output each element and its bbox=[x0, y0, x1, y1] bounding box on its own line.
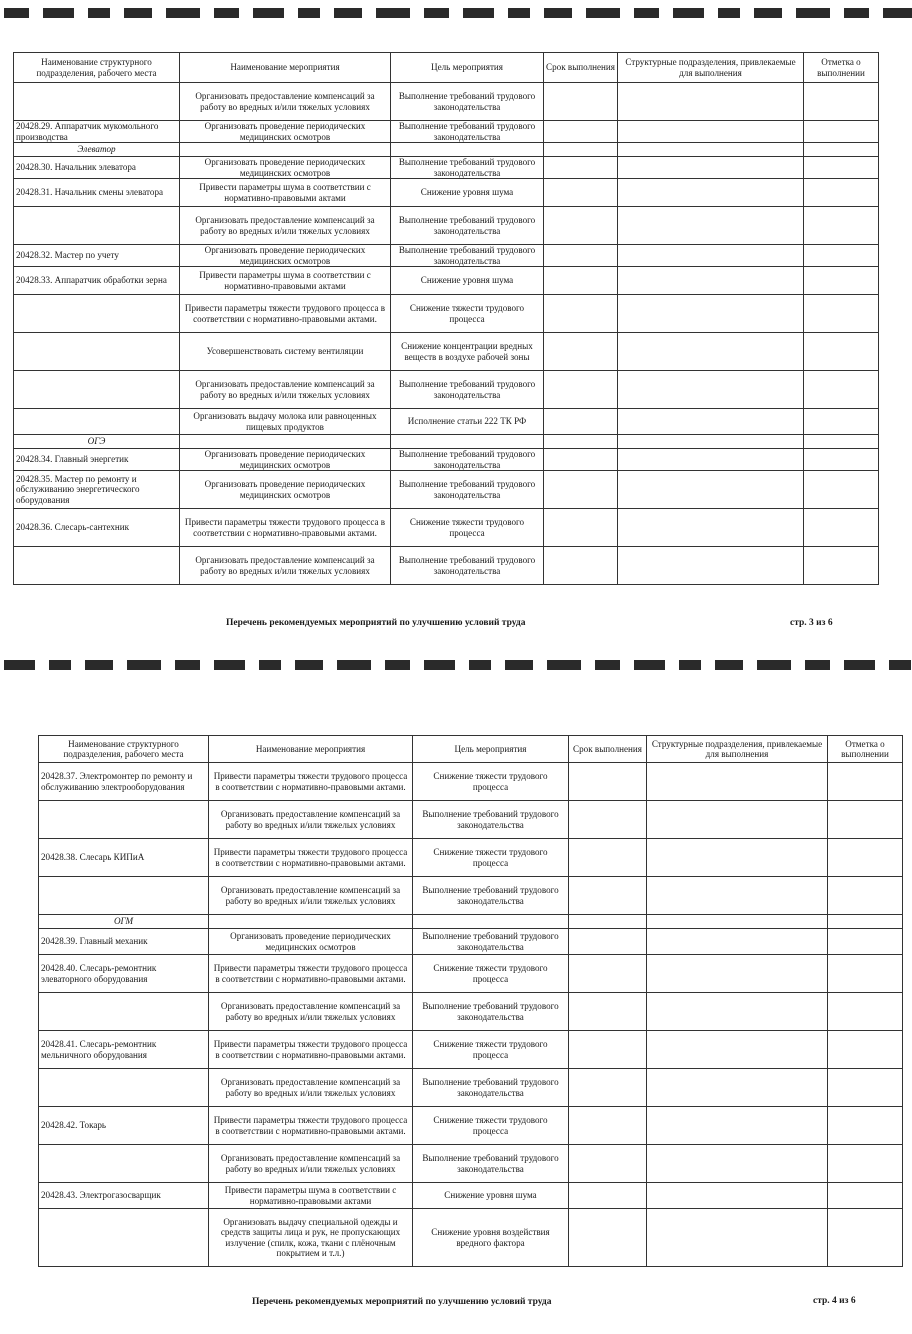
unit-cell: 20428.41. Слесарь-ремонтник мельничного оборудования bbox=[39, 1031, 209, 1069]
deadline-cell bbox=[569, 1183, 647, 1209]
edge-mark bbox=[376, 8, 410, 18]
goal-cell: Выполнение требований трудового законодательства bbox=[391, 245, 544, 267]
page-4-sheet bbox=[38, 735, 902, 1267]
deadline-cell bbox=[544, 333, 618, 371]
deadline-cell bbox=[544, 179, 618, 207]
goal-cell: Выполнение требований трудового законодательства bbox=[391, 207, 544, 245]
unit-cell bbox=[39, 1069, 209, 1107]
edge-mark bbox=[634, 8, 659, 18]
empty-cell bbox=[391, 435, 544, 449]
edge-mark bbox=[334, 8, 362, 18]
edge-mark bbox=[673, 8, 704, 18]
departments-cell bbox=[618, 509, 804, 547]
mark-cell bbox=[804, 449, 879, 471]
measure-cell: Организовать предоставление компенсаций за работу во вредных и/или тяжелых условиях bbox=[209, 801, 413, 839]
page-3-sheet bbox=[13, 52, 878, 585]
goal-cell: Выполнение требований трудового законодательства bbox=[391, 471, 544, 509]
departments-cell bbox=[618, 547, 804, 585]
unit-cell bbox=[14, 295, 180, 333]
goal-cell: Снижение уровня шума bbox=[391, 267, 544, 295]
edge-mark bbox=[679, 660, 701, 670]
footer-title-page-4: Перечень рекомендуемых мероприятий по улучшению условий труда bbox=[252, 1297, 552, 1307]
goal-cell: Снижение тяжести трудового процесса bbox=[413, 1031, 569, 1069]
deadline-cell bbox=[544, 121, 618, 143]
section-row bbox=[14, 435, 879, 449]
unit-cell bbox=[14, 333, 180, 371]
edge-mark bbox=[508, 8, 530, 18]
measure-cell: Привести параметры шума в соответствии с нормативно-правовыми актами bbox=[180, 179, 391, 207]
mark-cell bbox=[828, 801, 903, 839]
table-row bbox=[14, 471, 879, 509]
table-row bbox=[14, 509, 879, 547]
goal-cell: Снижение тяжести трудового процесса bbox=[413, 763, 569, 801]
goal-cell: Выполнение требований трудового законодательства bbox=[413, 929, 569, 955]
measure-cell: Привести параметры тяжести трудового процесса в соответствии с нормативно-правовыми актами. bbox=[209, 763, 413, 801]
edge-mark bbox=[85, 660, 113, 670]
deadline-cell bbox=[544, 371, 618, 409]
measure-cell: Усовершенствовать систему вентиляции bbox=[180, 333, 391, 371]
unit-cell bbox=[39, 1145, 209, 1183]
departments-cell bbox=[647, 877, 828, 915]
unit-cell bbox=[14, 409, 180, 435]
mark-cell bbox=[828, 1107, 903, 1145]
empty-cell bbox=[544, 435, 618, 449]
header-measure: Наименование мероприятия bbox=[180, 53, 391, 83]
measure-cell: Организовать предоставление компенсаций за работу во вредных и/или тяжелых условиях bbox=[209, 1069, 413, 1107]
measure-cell: Организовать проведение периодических медицинских осмотров bbox=[180, 245, 391, 267]
measures-table-page-4 bbox=[38, 735, 903, 1267]
mark-cell bbox=[804, 121, 879, 143]
mark-cell bbox=[828, 1145, 903, 1183]
unit-cell bbox=[39, 801, 209, 839]
section-title: Элеватор bbox=[14, 143, 180, 157]
deadline-cell bbox=[569, 1031, 647, 1069]
edge-mark bbox=[796, 8, 830, 18]
unit-cell bbox=[39, 993, 209, 1031]
goal-cell: Выполнение требований трудового законодательства bbox=[413, 1069, 569, 1107]
deadline-cell bbox=[544, 409, 618, 435]
measure-cell: Организовать предоставление компенсаций за работу во вредных и/или тяжелых условиях bbox=[180, 371, 391, 409]
section-row bbox=[14, 143, 879, 157]
deadline-cell bbox=[544, 157, 618, 179]
section-title: ОГМ bbox=[39, 915, 209, 929]
edge-mark bbox=[175, 660, 200, 670]
table-row bbox=[39, 1145, 903, 1183]
departments-cell bbox=[647, 763, 828, 801]
departments-cell bbox=[647, 1031, 828, 1069]
mark-cell bbox=[804, 509, 879, 547]
mark-cell bbox=[828, 839, 903, 877]
goal-cell: Снижение тяжести трудового процесса bbox=[413, 955, 569, 993]
departments-cell bbox=[647, 1069, 828, 1107]
unit-cell: 20428.40. Слесарь-ремонтник элеваторного оборудования bbox=[39, 955, 209, 993]
measure-cell: Организовать проведение периодических медицинских осмотров bbox=[180, 449, 391, 471]
measure-cell: Организовать предоставление компенсаций за работу во вредных и/или тяжелых условиях bbox=[180, 547, 391, 585]
unit-cell bbox=[39, 1209, 209, 1267]
edge-mark bbox=[385, 660, 410, 670]
measure-cell: Привести параметры тяжести трудового процесса в соответствии с нормативно-правовыми актами. bbox=[180, 295, 391, 333]
header-mark: Отметка о выполнении bbox=[828, 736, 903, 763]
measure-cell: Организовать проведение периодических медицинских осмотров bbox=[180, 157, 391, 179]
header-measure: Наименование мероприятия bbox=[209, 736, 413, 763]
goal-cell: Выполнение требований трудового законодательства bbox=[413, 801, 569, 839]
goal-cell: Снижение уровня шума bbox=[413, 1183, 569, 1209]
departments-cell bbox=[647, 1107, 828, 1145]
departments-cell bbox=[647, 1183, 828, 1209]
table-row bbox=[14, 83, 879, 121]
measure-cell: Организовать предоставление компенсаций за работу во вредных и/или тяжелых условиях bbox=[209, 877, 413, 915]
departments-cell bbox=[647, 993, 828, 1031]
goal-cell: Снижение тяжести трудового процесса bbox=[413, 839, 569, 877]
table-row bbox=[39, 955, 903, 993]
header-goal: Цель мероприятия bbox=[391, 53, 544, 83]
edge-mark bbox=[754, 8, 782, 18]
table-body-page-4 bbox=[39, 763, 903, 1267]
edge-mark bbox=[469, 660, 491, 670]
mark-cell bbox=[804, 83, 879, 121]
mark-cell bbox=[828, 1183, 903, 1209]
deadline-cell bbox=[569, 801, 647, 839]
mark-cell bbox=[804, 295, 879, 333]
unit-cell: 20428.29. Аппаратчик мукомольного производства bbox=[14, 121, 180, 143]
unit-cell: 20428.38. Слесарь КИПиА bbox=[39, 839, 209, 877]
mark-cell bbox=[828, 1069, 903, 1107]
departments-cell bbox=[618, 409, 804, 435]
departments-cell bbox=[618, 371, 804, 409]
edge-mark bbox=[88, 8, 110, 18]
edge-mark bbox=[298, 8, 320, 18]
deadline-cell bbox=[569, 877, 647, 915]
unit-cell: 20428.33. Аппаратчик обработки зерна bbox=[14, 267, 180, 295]
edge-mark bbox=[124, 8, 152, 18]
deadline-cell bbox=[544, 509, 618, 547]
goal-cell: Выполнение требований трудового законодательства bbox=[391, 157, 544, 179]
mark-cell bbox=[828, 1031, 903, 1069]
deadline-cell bbox=[569, 839, 647, 877]
empty-cell bbox=[209, 915, 413, 929]
departments-cell bbox=[647, 839, 828, 877]
empty-cell bbox=[804, 435, 879, 449]
goal-cell: Снижение концентрации вредных веществ в воздухе рабочей зоны bbox=[391, 333, 544, 371]
empty-cell bbox=[391, 143, 544, 157]
header-departments: Структурные подразделения, привлекаемые для выполнения bbox=[647, 736, 828, 763]
deadline-cell bbox=[544, 547, 618, 585]
departments-cell bbox=[618, 471, 804, 509]
edge-mark bbox=[424, 660, 455, 670]
table-row bbox=[39, 763, 903, 801]
departments-cell bbox=[618, 245, 804, 267]
edge-mark bbox=[295, 660, 323, 670]
deadline-cell bbox=[544, 267, 618, 295]
table-row bbox=[39, 877, 903, 915]
table-row bbox=[14, 121, 879, 143]
deadline-cell bbox=[544, 295, 618, 333]
table-row bbox=[14, 295, 879, 333]
footer-title-page-3: Перечень рекомендуемых мероприятий по улучшению условий труда bbox=[226, 618, 526, 628]
table-row bbox=[39, 1183, 903, 1209]
unit-cell: 20428.43. Электрогазосварщик bbox=[39, 1183, 209, 1209]
edge-mark bbox=[214, 660, 245, 670]
header-unit: Наименование структурного подразделения, рабочего места bbox=[39, 736, 209, 763]
edge-mark bbox=[259, 660, 281, 670]
unit-cell: 20428.34. Главный энергетик bbox=[14, 449, 180, 471]
measure-cell: Привести параметры тяжести трудового процесса в соответствии с нормативно-правовыми актами. bbox=[180, 509, 391, 547]
measure-cell: Организовать предоставление компенсаций за работу во вредных и/или тяжелых условиях bbox=[209, 993, 413, 1031]
measure-cell: Организовать предоставление компенсаций за работу во вредных и/или тяжелых условиях bbox=[209, 1145, 413, 1183]
edge-mark bbox=[844, 8, 869, 18]
measure-cell: Организовать предоставление компенсаций за работу во вредных и/или тяжелых условиях bbox=[180, 83, 391, 121]
deadline-cell bbox=[569, 929, 647, 955]
unit-cell bbox=[14, 83, 180, 121]
deadline-cell bbox=[569, 1145, 647, 1183]
measure-cell: Организовать проведение периодических медицинских осмотров bbox=[180, 121, 391, 143]
page-number-page-4: стр. 4 из 6 bbox=[813, 1296, 856, 1306]
table-row bbox=[39, 1209, 903, 1267]
unit-cell: 20428.42. Токарь bbox=[39, 1107, 209, 1145]
edge-mark bbox=[4, 8, 29, 18]
section-row bbox=[39, 915, 903, 929]
departments-cell bbox=[618, 179, 804, 207]
unit-cell bbox=[39, 877, 209, 915]
goal-cell: Снижение уровня шума bbox=[391, 179, 544, 207]
measure-cell: Привести параметры тяжести трудового процесса в соответствии с нормативно-правовыми актами. bbox=[209, 955, 413, 993]
goal-cell: Выполнение требований трудового законодательства bbox=[413, 1145, 569, 1183]
unit-cell: 20428.32. Мастер по учету bbox=[14, 245, 180, 267]
header-mark: Отметка о выполнении bbox=[804, 53, 879, 83]
departments-cell bbox=[647, 929, 828, 955]
measure-cell: Организовать выдачу специальной одежды и средств защиты лица и рук, не пропускающих излучение (спилк, кожа, ткани с плёночным покрытием и т.л.) bbox=[209, 1209, 413, 1267]
edge-mark bbox=[595, 660, 620, 670]
header-unit: Наименование структурного подразделения, рабочего места bbox=[14, 53, 180, 83]
mark-cell bbox=[804, 245, 879, 267]
measure-cell: Привести параметры шума в соответствии с нормативно-правовыми актами bbox=[209, 1183, 413, 1209]
departments-cell bbox=[618, 121, 804, 143]
table-row bbox=[39, 1107, 903, 1145]
edge-mark bbox=[166, 8, 200, 18]
deadline-cell bbox=[569, 955, 647, 993]
deadline-cell bbox=[544, 245, 618, 267]
measure-cell: Привести параметры тяжести трудового процесса в соответствии с нормативно-правовыми актами. bbox=[209, 1031, 413, 1069]
table-row bbox=[39, 1069, 903, 1107]
table-row bbox=[14, 333, 879, 371]
edge-mark bbox=[718, 8, 740, 18]
departments-cell bbox=[647, 955, 828, 993]
departments-cell bbox=[647, 1145, 828, 1183]
deadline-cell bbox=[569, 1069, 647, 1107]
mark-cell bbox=[804, 267, 879, 295]
edge-mark bbox=[634, 660, 665, 670]
measure-cell: Привести параметры тяжести трудового процесса в соответствии с нормативно-правовыми актами. bbox=[209, 1107, 413, 1145]
edge-mark bbox=[43, 8, 74, 18]
departments-cell bbox=[647, 1209, 828, 1267]
edge-mark bbox=[253, 8, 284, 18]
empty-cell bbox=[544, 143, 618, 157]
mark-cell bbox=[804, 207, 879, 245]
mark-cell bbox=[828, 993, 903, 1031]
edge-mark bbox=[757, 660, 791, 670]
goal-cell: Выполнение требований трудового законодательства bbox=[413, 993, 569, 1031]
header-departments: Структурные подразделения, привлекаемые для выполнения bbox=[618, 53, 804, 83]
measures-table-page-3 bbox=[13, 52, 879, 585]
edge-mark bbox=[4, 660, 35, 670]
empty-cell bbox=[828, 915, 903, 929]
deadline-cell bbox=[569, 1209, 647, 1267]
mark-cell bbox=[828, 877, 903, 915]
edge-mark bbox=[424, 8, 449, 18]
goal-cell: Выполнение требований трудового законодательства bbox=[391, 547, 544, 585]
edge-mark bbox=[505, 660, 533, 670]
mark-cell bbox=[804, 547, 879, 585]
edge-mark bbox=[715, 660, 743, 670]
table-row bbox=[14, 207, 879, 245]
goal-cell: Выполнение требований трудового законодательства bbox=[391, 371, 544, 409]
table-row bbox=[14, 179, 879, 207]
unit-cell bbox=[14, 547, 180, 585]
unit-cell bbox=[14, 207, 180, 245]
empty-cell bbox=[618, 143, 804, 157]
unit-cell: 20428.37. Электромонтер по ремонту и обслуживанию электрооборудования bbox=[39, 763, 209, 801]
edge-mark bbox=[805, 660, 830, 670]
empty-cell bbox=[569, 915, 647, 929]
goal-cell: Снижение тяжести трудового процесса bbox=[413, 1107, 569, 1145]
edge-mark bbox=[883, 8, 912, 18]
goal-cell: Выполнение требований трудового законодательства bbox=[413, 877, 569, 915]
mark-cell bbox=[828, 929, 903, 955]
table-row bbox=[14, 409, 879, 435]
departments-cell bbox=[618, 157, 804, 179]
edge-mark bbox=[49, 660, 71, 670]
goal-cell: Снижение тяжести трудового процесса bbox=[391, 295, 544, 333]
header-deadline: Срок выполнения bbox=[569, 736, 647, 763]
mark-cell bbox=[828, 763, 903, 801]
table-header-row bbox=[14, 53, 879, 83]
unit-cell: 20428.35. Мастер по ремонту и обслуживанию энергетического оборудования bbox=[14, 471, 180, 509]
measure-cell: Привести параметры тяжести трудового процесса в соответствии с нормативно-правовыми актами. bbox=[209, 839, 413, 877]
mark-cell bbox=[804, 333, 879, 371]
edge-mark bbox=[889, 660, 911, 670]
departments-cell bbox=[618, 449, 804, 471]
header-deadline: Срок выполнения bbox=[544, 53, 618, 83]
mark-cell bbox=[804, 409, 879, 435]
unit-cell: 20428.30. Начальник элеватора bbox=[14, 157, 180, 179]
edge-mark bbox=[547, 660, 581, 670]
goal-cell: Выполнение требований трудового законодательства bbox=[391, 121, 544, 143]
empty-cell bbox=[180, 143, 391, 157]
measure-cell: Организовать предоставление компенсаций за работу во вредных и/или тяжелых условиях bbox=[180, 207, 391, 245]
unit-cell: 20428.39. Главный механик bbox=[39, 929, 209, 955]
measure-cell: Организовать выдачу молока или равноценных пищевых продуктов bbox=[180, 409, 391, 435]
page-number-page-3: стр. 3 из 6 bbox=[790, 618, 833, 628]
scan-edge-marks-top bbox=[0, 8, 912, 22]
empty-cell bbox=[647, 915, 828, 929]
table-row bbox=[39, 801, 903, 839]
deadline-cell bbox=[544, 83, 618, 121]
table-header-row bbox=[39, 736, 903, 763]
mark-cell bbox=[804, 179, 879, 207]
table-row bbox=[14, 245, 879, 267]
measure-cell: Привести параметры шума в соответствии с нормативно-правовыми актами bbox=[180, 267, 391, 295]
goal-cell: Снижение тяжести трудового процесса bbox=[391, 509, 544, 547]
edge-mark bbox=[844, 660, 875, 670]
empty-cell bbox=[413, 915, 569, 929]
table-row bbox=[14, 371, 879, 409]
scan-edge-marks-middle bbox=[0, 660, 912, 674]
edge-mark bbox=[463, 8, 494, 18]
mark-cell bbox=[828, 1209, 903, 1267]
departments-cell bbox=[618, 333, 804, 371]
deadline-cell bbox=[544, 449, 618, 471]
goal-cell: Выполнение требований трудового законодательства bbox=[391, 83, 544, 121]
header-goal: Цель мероприятия bbox=[413, 736, 569, 763]
goal-cell: Выполнение требований трудового законодательства bbox=[391, 449, 544, 471]
mark-cell bbox=[804, 371, 879, 409]
unit-cell: 20428.36. Слесарь-сантехник bbox=[14, 509, 180, 547]
deadline-cell bbox=[544, 471, 618, 509]
departments-cell bbox=[647, 801, 828, 839]
table-row bbox=[39, 1031, 903, 1069]
edge-mark bbox=[544, 8, 572, 18]
edge-mark bbox=[214, 8, 239, 18]
empty-cell bbox=[180, 435, 391, 449]
deadline-cell bbox=[569, 993, 647, 1031]
table-row bbox=[14, 157, 879, 179]
empty-cell bbox=[618, 435, 804, 449]
mark-cell bbox=[828, 955, 903, 993]
table-row bbox=[14, 547, 879, 585]
measure-cell: Организовать проведение периодических медицинских осмотров bbox=[180, 471, 391, 509]
departments-cell bbox=[618, 83, 804, 121]
mark-cell bbox=[804, 471, 879, 509]
table-row bbox=[14, 449, 879, 471]
deadline-cell bbox=[569, 763, 647, 801]
table-row bbox=[39, 993, 903, 1031]
table-row bbox=[14, 267, 879, 295]
departments-cell bbox=[618, 295, 804, 333]
unit-cell bbox=[14, 371, 180, 409]
goal-cell: Снижение уровня воздействия вредного фактора bbox=[413, 1209, 569, 1267]
edge-mark bbox=[337, 660, 371, 670]
departments-cell bbox=[618, 267, 804, 295]
edge-mark bbox=[586, 8, 620, 18]
mark-cell bbox=[804, 157, 879, 179]
deadline-cell bbox=[569, 1107, 647, 1145]
table-row bbox=[39, 839, 903, 877]
table-body-page-3 bbox=[14, 83, 879, 585]
measure-cell: Организовать проведение периодических медицинских осмотров bbox=[209, 929, 413, 955]
departments-cell bbox=[618, 207, 804, 245]
deadline-cell bbox=[544, 207, 618, 245]
edge-mark bbox=[127, 660, 161, 670]
section-title: ОГЭ bbox=[14, 435, 180, 449]
unit-cell: 20428.31. Начальник смены элеватора bbox=[14, 179, 180, 207]
goal-cell: Исполнение статьи 222 ТК РФ bbox=[391, 409, 544, 435]
empty-cell bbox=[804, 143, 879, 157]
table-row bbox=[39, 929, 903, 955]
